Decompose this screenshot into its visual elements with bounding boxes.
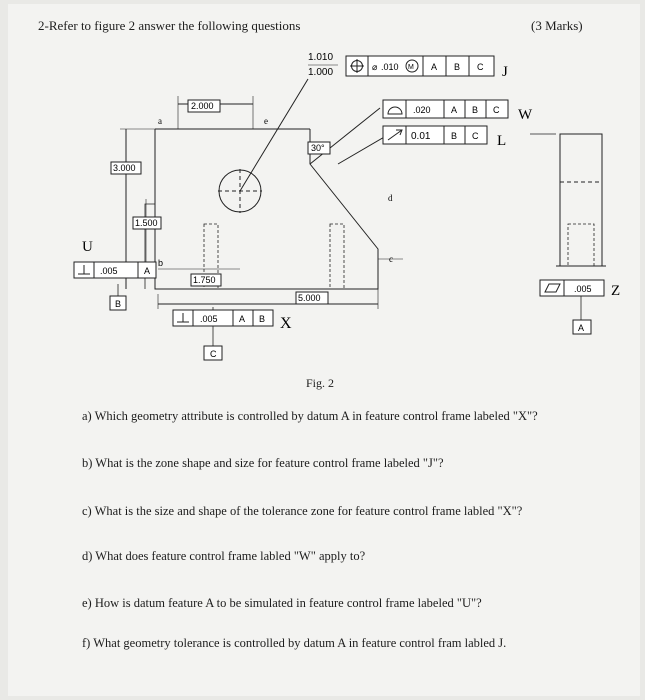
fcf-flatness-z <box>540 280 620 299</box>
mmc-modifier: M <box>408 64 414 71</box>
svg-text:C: C <box>472 131 479 141</box>
svg-text:0.01: 0.01 <box>411 131 431 142</box>
dim-angle: 30° <box>311 143 325 153</box>
dim-width-top: 2.000 <box>191 101 214 111</box>
question-d: d) What does feature control frame labled "W" apply to? <box>82 549 366 563</box>
dim-hole-x: 1.750 <box>193 275 216 285</box>
label-x: X <box>280 315 292 332</box>
letter-a: a <box>158 116 162 126</box>
svg-text:B: B <box>451 131 458 141</box>
fcf-perp-x <box>173 310 292 332</box>
letter-d: d <box>388 193 393 203</box>
side-view <box>560 134 602 266</box>
question-e: e) How is datum feature A to be simulated in feature control frame labeled "U"? <box>82 596 482 610</box>
question-a: a) Which geometry attribute is controlled by datum A in feature control frame labeled "X"? <box>82 409 538 423</box>
svg-text:A: A <box>144 266 151 276</box>
position-tol: .010 <box>381 62 399 72</box>
dim-total-width: 5.000 <box>298 293 321 303</box>
svg-text:.005: .005 <box>574 284 592 294</box>
dim-step: 1.500 <box>135 218 158 228</box>
svg-text:A: A <box>239 314 246 324</box>
svg-text:C: C <box>493 105 500 115</box>
datum-symbol-c: C <box>210 349 217 359</box>
svg-text:.005: .005 <box>200 314 218 324</box>
worksheet-page <box>8 4 640 696</box>
letter-e: e <box>264 116 268 126</box>
svg-text:A: A <box>451 105 458 115</box>
fcf-perp-u <box>74 239 163 278</box>
size-lower: 1.000 <box>308 67 334 78</box>
label-j: J <box>502 64 508 80</box>
question-heading: 2-Refer to figure 2 answer the following questions <box>38 18 301 33</box>
datum-b: B <box>454 62 461 72</box>
letter-c: c <box>389 254 393 264</box>
size-upper: 1.010 <box>308 52 334 63</box>
diameter-symbol: ⌀ <box>372 62 378 72</box>
datum-c: C <box>477 62 484 72</box>
label-w: W <box>518 107 533 123</box>
figure-caption: Fig. 2 <box>306 376 335 390</box>
part-outline <box>155 129 378 289</box>
datum-symbol-b: B <box>115 299 122 309</box>
svg-text:B: B <box>472 105 479 115</box>
question-b: b) What is the zone shape and size for feature control frame labeled "J"? <box>82 456 444 470</box>
label-z: Z <box>611 283 621 299</box>
letter-b: b <box>158 258 164 268</box>
technical-drawing <box>8 4 640 374</box>
fcf-position-j <box>308 52 508 80</box>
fcf-profile-w <box>383 100 533 123</box>
fcf-runout-l <box>383 126 506 149</box>
label-u: U <box>82 239 93 255</box>
label-l: L <box>497 133 507 149</box>
svg-text:B: B <box>259 314 266 324</box>
datum-a: A <box>431 62 438 72</box>
svg-text:.020: .020 <box>413 105 431 115</box>
datum-symbol-a: A <box>578 323 585 333</box>
svg-text:.005: .005 <box>100 266 118 276</box>
dim-height-left: 3.000 <box>113 163 136 173</box>
question-f: f) What geometry tolerance is controlled by datum A in feature control fram labled J. <box>82 636 507 650</box>
marks-label: (3 Marks) <box>531 18 583 33</box>
question-c: c) What is the size and shape of the tolerance zone for feature control frame labled "X"? <box>82 504 523 518</box>
